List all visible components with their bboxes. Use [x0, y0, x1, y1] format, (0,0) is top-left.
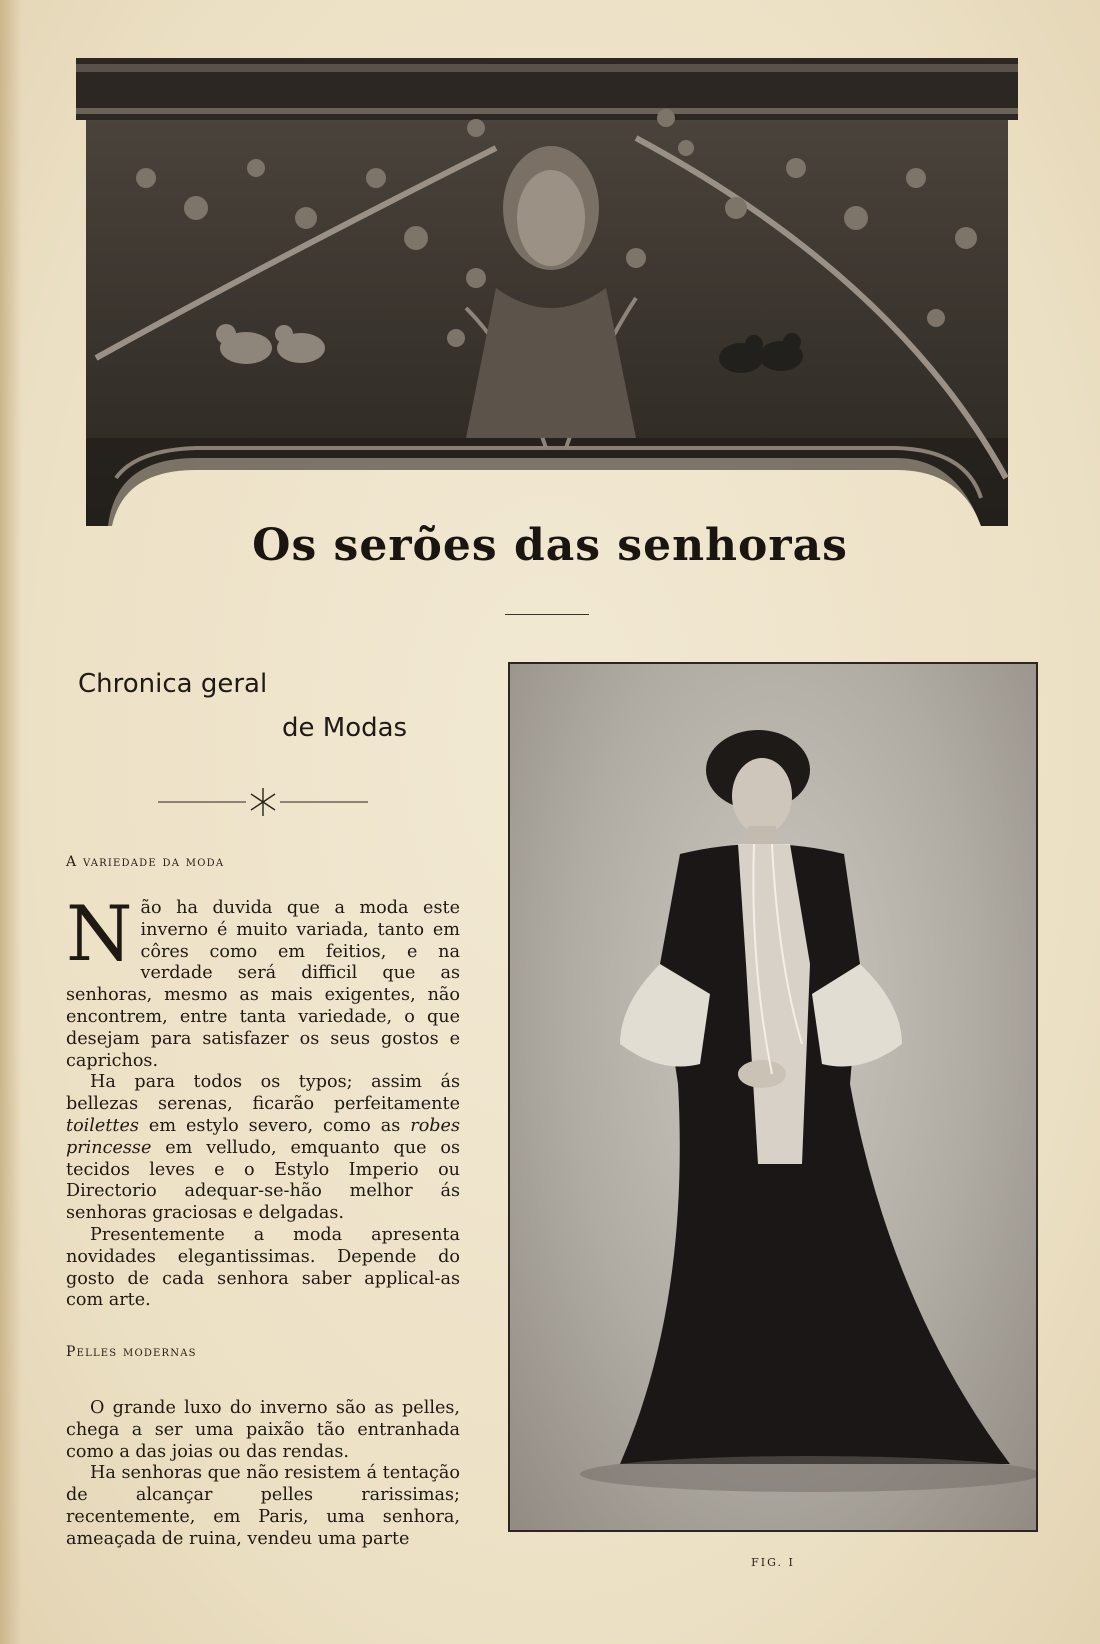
fashion-photograph [508, 662, 1038, 1532]
p2-text-c: em velludo, emquanto que os tecidos leves e o Estylo Imperio ou Directorio adequar-se-hão melhor ás senhoras graciosas e delgadas. [66, 1137, 460, 1224]
p2-text-b: em estylo severo, como as [138, 1115, 411, 1136]
masthead-divider [505, 614, 589, 615]
paragraph-1-text: ão ha duvida que a moda este inverno é muito variada, tanto em côres como em feitios, e na verdade será difficil que as senhoras, mesmo as mais exigentes, não encontrem, entre tanta variedade, o que desejam para satisfazer os seus gostos e caprichos. [66, 898, 460, 1071]
p2-italic-robes: robes princesse [66, 1115, 460, 1158]
header-relief-illustration [76, 58, 1018, 558]
p2-italic-toilettes: toilettes [66, 1115, 139, 1136]
section-title-line2: de Modas [282, 713, 408, 743]
article-body-part1 [66, 889, 460, 1312]
page-spine-shadow [0, 0, 22, 1644]
subhead-pelles: Pelles modernas [66, 1344, 197, 1360]
section-title-line1: Chronica geral [78, 669, 268, 699]
paragraph-2 [66, 1072, 460, 1225]
article-body-part2 [66, 1398, 460, 1551]
asterism-ornament [158, 784, 368, 820]
paragraph-5: Ha senhoras que não resistem á tentação de alcançar pelles rarissimas; recentemente, em Paris, uma senhora, ameaçada de ruina, vendeu uma parte [66, 1463, 460, 1549]
section-title [78, 662, 458, 750]
paragraph-3: Presentemente a moda apresenta novidades elegantissimas. Depende do gosto de cada senhora saber applical-as com arte. [66, 1224, 460, 1311]
paragraph-1 [66, 889, 460, 1072]
paragraph-4: O grande luxo do inverno são as pelles, chega a ser uma paixão tão entranhada como a das joias ou das rendas. [66, 1398, 460, 1462]
p2-text-a: Ha para todos os typos; assim ás bellezas serenas, ficarão perfeitamente [66, 1072, 460, 1115]
figure-caption: FIG. I [751, 1556, 795, 1569]
subhead-variedade: A variedade da moda [66, 854, 225, 870]
drop-cap: N [66, 889, 133, 978]
masthead-title: Os serões das senhoras [252, 520, 848, 571]
